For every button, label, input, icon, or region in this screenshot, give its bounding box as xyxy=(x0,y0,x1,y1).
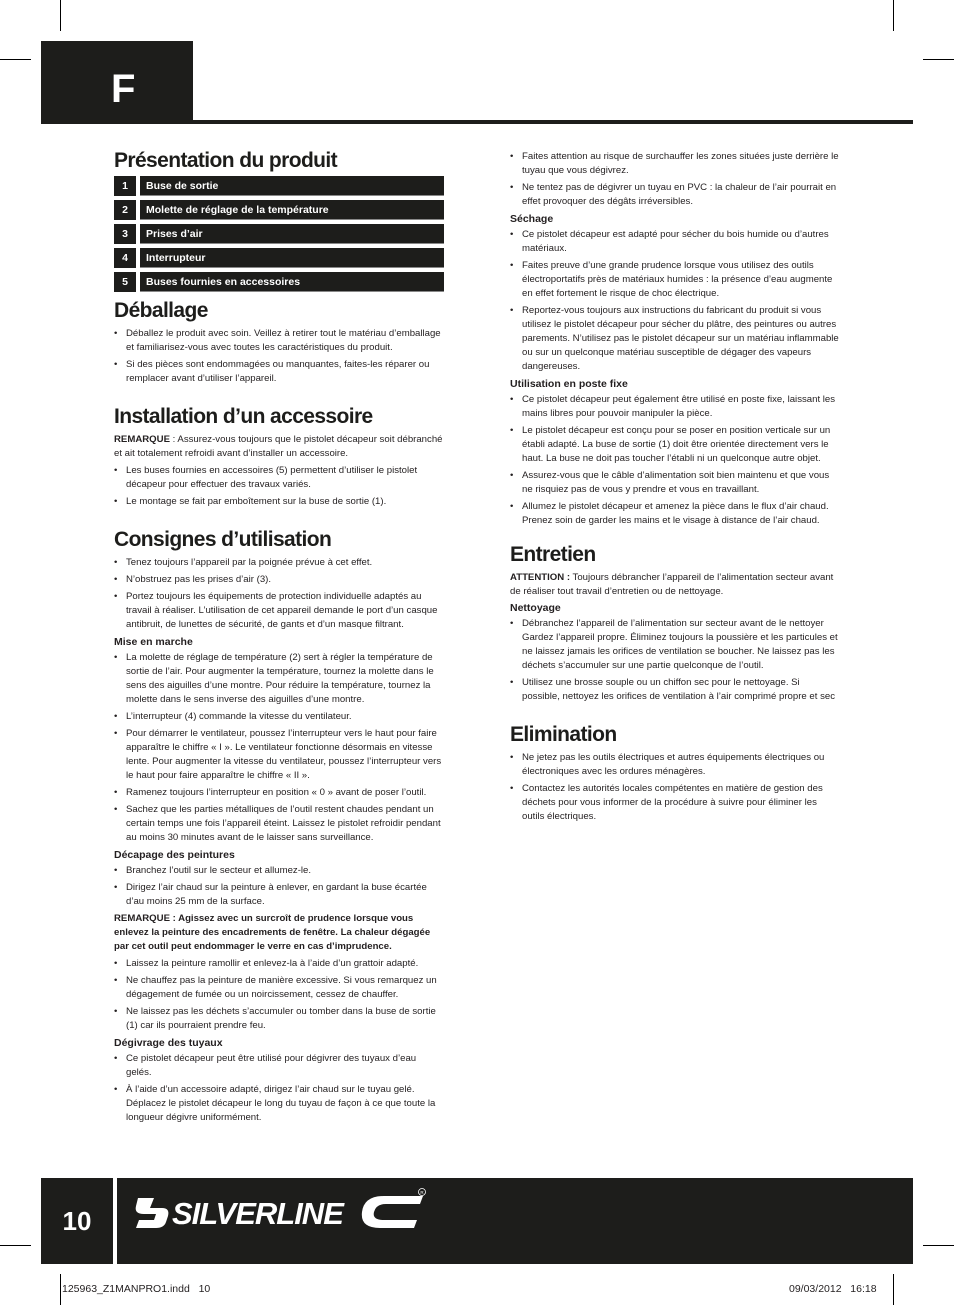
part-row xyxy=(114,200,444,220)
list-item: • La molette de réglage de température (2) sert à régler la température de sortie de l’air. Pour augmenter la température, tournez la molette dans le sens des aiguilles d’une montre. Pour réduire la température, tournez la molette dans le sens inverse des aiguilles d’une montre. xyxy=(114,651,444,707)
list-item: • Ce pistolet décapeur peut être utilisé pour dégivrer des tuyaux d’eau gelés. xyxy=(114,1052,444,1080)
part-row xyxy=(114,176,444,196)
degivrage-list-continued xyxy=(510,150,840,209)
crop-mark xyxy=(0,59,31,60)
list-item: • Contactez les autorités locales compétentes en matière de gestion des déchets pour vous informer de la procédure à suivre pour éliminer les outils électriques. xyxy=(510,782,840,824)
note-label: REMARQUE xyxy=(114,434,170,445)
parts-list xyxy=(114,176,444,292)
installation-note xyxy=(114,433,444,461)
mise-en-marche-heading: Mise en marche xyxy=(114,636,193,648)
consignes-heading: Consignes d’utilisation xyxy=(114,528,332,551)
decapage-heading: Décapage des peintures xyxy=(114,849,235,861)
list-item: • Reportez-vous toujours aux instructions du fabricant du produit si vous utilisez le pistolet décapeur pour sécher du plâtre, des peintures ou autres parements. N’utilisez pas le pistolet décapeur sur un matériau inflammable ou sur un quelconque matériau susceptible de dégager des vapeurs dangereuses. xyxy=(510,304,840,374)
note-text: : Assurez-vous toujours que le pistolet décapeur soit débranché et ait totalement refroidi avant d’installer un accessoire. xyxy=(114,434,443,459)
slug-filename: 125963_Z1MANPRO1.indd 10 xyxy=(62,1283,211,1295)
language-tab xyxy=(41,41,193,123)
list-item: • Déballez le produit avec soin. Veillez à retirer tout le matériau d’emballage et familiarisez-vous avec toutes les caractéristiques du produit. xyxy=(114,327,444,355)
poste-fixe-list xyxy=(510,393,840,528)
sechage-list xyxy=(510,228,840,374)
part-row xyxy=(114,248,444,268)
part-number: 2 xyxy=(114,200,136,220)
entretien-section xyxy=(510,542,840,704)
degivrage-list xyxy=(114,1052,444,1125)
elimination-list xyxy=(510,751,840,824)
list-item: • Assurez-vous que le câble d’alimentation soit bien maintenu et que vous ne risquiez pas de vous y prendre et vous en travaillant. xyxy=(510,469,840,497)
silverline-logo xyxy=(132,1186,432,1234)
list-item: • Ne jetez pas les outils électriques et autres équipements électriques ou électroniques avec les ordures ménagères. xyxy=(510,751,840,779)
part-number: 5 xyxy=(114,272,136,292)
list-item: • Ce pistolet décapeur peut également être utilisé en poste fixe, laissant les mains libres pour pouvoir manipuler la pièce. xyxy=(510,393,840,421)
decapage-note: REMARQUE : Agissez avec un surcroît de prudence lorsque vous enlevez la peinture des encadrements de fenêtre. La chaleur dégagée par cet outil peut endommager le verre en cas d’imprudence. xyxy=(114,913,431,952)
attention-text: Toujours débrancher l’appareil de l’alimentation secteur avant de réaliser tout travail d’entretien ou de nettoyage. xyxy=(510,572,834,597)
crop-mark xyxy=(0,1245,31,1246)
mise-en-marche-list xyxy=(114,651,444,845)
part-row xyxy=(114,272,444,292)
list-item: • Ramenez toujours l’interrupteur en position « 0 » avant de poser l’outil. xyxy=(114,786,444,800)
consignes-section xyxy=(114,527,444,1125)
left-column xyxy=(114,148,444,1137)
right-column xyxy=(510,150,840,836)
part-number: 3 xyxy=(114,224,136,244)
attention-note xyxy=(510,571,840,599)
part-label: Interrupteur xyxy=(140,248,444,268)
part-row xyxy=(114,224,444,244)
elimination-heading: Elimination xyxy=(510,723,617,746)
list-item: • Sachez que les parties métalliques de l’outil restent chaudes pendant un certain temps une fois l’appareil éteint. Laissez le pistolet refroidir pendant au moins 30 minutes avant de le laisser sans surveillance. xyxy=(114,803,444,845)
page-number: 10 xyxy=(62,1206,92,1236)
list-item: • L’interrupteur (4) commande la vitesse du ventilateur. xyxy=(114,710,444,724)
list-item: • Faites preuve d’une grande prudence lorsque vous utilisez des outils électroportatifs près de matériaux humides : la présence d’eau augmente en effet fortement le risque de choc électrique. xyxy=(510,259,840,301)
part-label: Molette de réglage de la température xyxy=(140,200,444,220)
slug-date: 09/03/2012 16:18 xyxy=(789,1283,877,1295)
silverline-logo-graphic xyxy=(132,1186,432,1234)
list-item: • Ce pistolet décapeur est adapté pour sécher du bois humide ou d’autres matériaux. xyxy=(510,228,840,256)
list-item: • Débranchez l’appareil de l’alimentation sur secteur avant de le nettoyer Gardez l’appareil propre. Éliminez toujours la poussière et les particules et ne laissez jamais les orifices de ventilation se boucher. Ne laissez pas les déchets s’accumuler sur une partie quelconque de l’outil. xyxy=(510,617,840,673)
list-item: • Utilisez une brosse souple ou un chiffon sec pour le nettoyage. Si possible, nettoyez les orifices de ventilation à l’air comprimé propre et sec xyxy=(510,676,840,704)
crop-mark xyxy=(60,1274,61,1305)
list-item: • Si des pièces sont endommagées ou manquantes, faites-les réparer ou remplacer avant d’utiliser l’appareil. xyxy=(114,358,444,386)
list-item: • Ne chauffez pas la peinture de manière excessive. Si vous remarquez un dégagement de fumée ou un noircissement, cessez de chauffer. xyxy=(114,974,444,1002)
elimination-section xyxy=(510,722,840,824)
poste-fixe-heading: Utilisation en poste fixe xyxy=(510,378,628,390)
list-item: • Le montage se fait par emboîtement sur la buse de sortie (1). xyxy=(114,495,444,509)
part-number: 4 xyxy=(114,248,136,268)
list-item: • Le pistolet décapeur est conçu pour se poser en position verticale sur un établi adapté. La buse de sortie (1) doit être orientée directement vers le haut. La buse ne doit pas toucher l’établi ni un quelconque autre objet. xyxy=(510,424,840,466)
crop-mark xyxy=(923,1245,954,1246)
list-item: • Tenez toujours l’appareil par la poignée prévue à cet effet. xyxy=(114,556,444,570)
part-label: Buses fournies en accessoires xyxy=(140,272,444,292)
logo-wordmark: SILVERLINE xyxy=(172,1196,343,1231)
part-label: Buse de sortie xyxy=(140,176,444,196)
crop-mark xyxy=(60,0,61,31)
list-item: • À l’aide d’un accessoire adapté, dirigez l’air chaud sur le tuyau gelé. Déplacez le pistolet décapeur le long du tuyau de façon à ce que toute la longueur dégivre uniformément. xyxy=(114,1083,444,1125)
header-rule xyxy=(41,120,913,124)
part-number: 1 xyxy=(114,176,136,196)
list-item: • Portez toujours les équipements de protection individuelle adaptés au travail à réaliser. L’utilisation de cet appareil demande le port d’un casque antibruit, de lunettes de sécurité, de gants et d’un masque filtrant. xyxy=(114,590,444,632)
list-item: • Ne laissez pas les déchets s’accumuler ou tomber dans la buse de sortie (1) car ils pourraient prendre feu. xyxy=(114,1005,444,1033)
footer-divider xyxy=(113,1178,117,1264)
crop-mark xyxy=(893,1274,894,1305)
list-item: • Laissez la peinture ramollir et enlevez-la à l’aide d’un grattoir adapté. xyxy=(114,957,444,971)
list-item: • Faites attention au risque de surchauffer les zones situées juste derrière le tuyau que vous dégivrez. xyxy=(510,150,840,178)
list-item: • Ne tentez pas de dégivrer un tuyau en PVC : la chaleur de l’air pourrait en effet provoquer des dégâts irréversibles. xyxy=(510,181,840,209)
list-item: • Pour démarrer le ventilateur, poussez l’interrupteur vers le haut pour faire apparaître le chiffre « I ». Le ventilateur fonctionne désormais en vitesse lente. Pour augmenter la vitesse du ventilateur, poussez l’interrupteur vers le haut pour faire apparaître le chiffre « II ». xyxy=(114,727,444,783)
deballage-section xyxy=(114,298,444,386)
installation-list xyxy=(114,464,444,509)
nettoyage-list xyxy=(510,617,840,704)
decapage-list xyxy=(114,864,444,909)
deballage-heading: Déballage xyxy=(114,299,208,322)
list-item: • N’obstruez pas les prises d’air (3). xyxy=(114,573,444,587)
crop-mark xyxy=(923,59,954,60)
nettoyage-heading: Nettoyage xyxy=(510,602,561,614)
installation-heading: Installation d’un accessoire xyxy=(114,405,373,428)
presentation-heading: Présentation du produit xyxy=(114,149,338,172)
installation-section xyxy=(114,404,444,509)
sechage-heading: Séchage xyxy=(510,213,554,225)
entretien-heading: Entretien xyxy=(510,543,596,566)
presentation-section xyxy=(114,148,444,292)
decapage-list-2 xyxy=(114,957,444,1033)
list-item: • Dirigez l’air chaud sur la peinture à enlever, en gardant la buse écartée d’au moins 25 mm de la surface. xyxy=(114,881,444,909)
deballage-list xyxy=(114,327,444,386)
attention-label: ATTENTION : xyxy=(510,572,571,583)
list-item: • Les buses fournies en accessoires (5) permettent d’utiliser le pistolet décapeur pour effectuer des travaux variés. xyxy=(114,464,444,492)
consignes-list xyxy=(114,556,444,632)
list-item: • Branchez l’outil sur le secteur et allumez-le. xyxy=(114,864,444,878)
degivrage-heading: Dégivrage des tuyaux xyxy=(114,1037,223,1049)
list-item: • Allumez le pistolet décapeur et amenez la pièce dans le flux d’air chaud. Prenez soin de garder les mains et le visage à distance de l’air chaud. xyxy=(510,500,840,528)
svg-text:R: R xyxy=(420,1190,424,1195)
language-letter: F xyxy=(111,67,136,111)
part-label: Prises d’air xyxy=(140,224,444,244)
crop-mark xyxy=(893,0,894,31)
